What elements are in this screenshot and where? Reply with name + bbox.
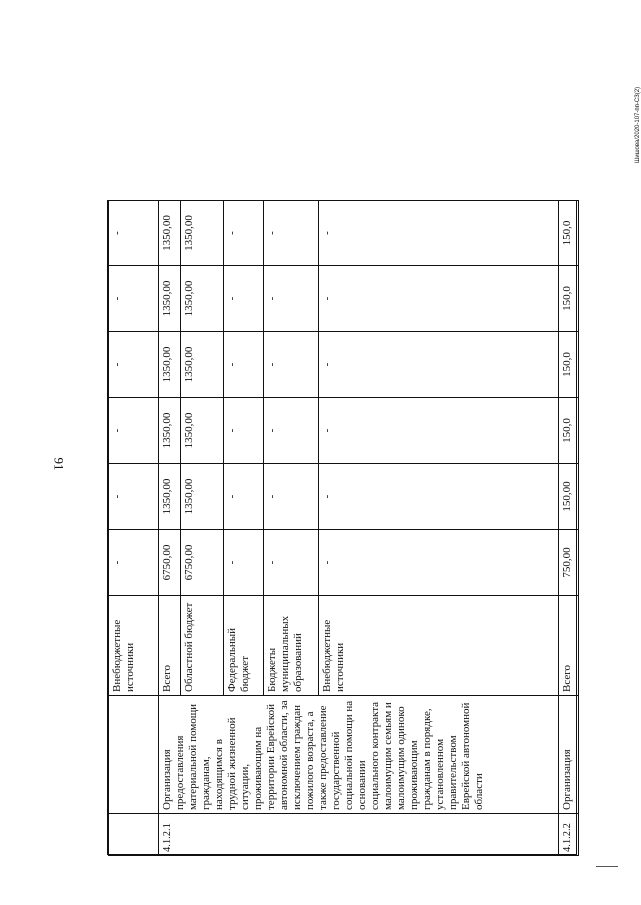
footer-divider [596,866,618,867]
value-cell: - [319,464,559,530]
value-cell: - [264,398,319,464]
source-cell: Федеральный бюджет [224,596,264,696]
item-name: Организация предоставления материальной помощи гражданам, находящимся в трудной жизненной ситуации, проживающим на территории Еврейской автономной области, за исключением граждан пожилого возраста, а также предоставление государственной социальной помощи на основании социального контракта малоимущим семьям и малоимущим одиноко проживающим гражданам в порядке, установленном правительством Еврейской автономной области [159,696,559,814]
value-cell: 750,00 [559,530,579,596]
value-cell: 1350,00 [181,332,224,398]
value-cell: 150,0 [559,398,579,464]
value-cell: - [264,201,319,266]
value-cell: - [319,530,559,596]
value-cell: - [224,530,264,596]
value-cell: - [319,266,559,332]
value-cell: 6750,00 [159,530,181,596]
value-cell: 1350,00 [181,266,224,332]
value-cell: - [224,398,264,464]
rotated-table-wrapper [108,201,578,856]
page-number: 91 [51,457,67,471]
value-cell: - [264,464,319,530]
source-cell: Внебюджетные источники [109,596,159,696]
table-row [109,201,159,856]
value-cell: 1350,00 [181,398,224,464]
budget-table [108,200,579,856]
value-cell: 150,00 [559,464,579,530]
item-code: 4.1.2.1 [159,814,559,856]
value-cell: 1350,00 [159,332,181,398]
value-cell: - [264,332,319,398]
value-cell: - [109,266,159,332]
document-code: Шишова/2020-107-пп-СЗ(2) [635,86,641,164]
value-cell: - [109,530,159,596]
value-cell: - [264,266,319,332]
value-cell: - [109,332,159,398]
value-cell: - [264,530,319,596]
table-row [159,201,181,856]
value-cell: 1350,00 [181,464,224,530]
value-cell: - [109,201,159,266]
source-cell: Бюджеты муниципальных образований [264,596,319,696]
value-cell: 1350,00 [159,266,181,332]
item-name: Организация [559,696,579,814]
value-cell: - [109,398,159,464]
value-cell: - [224,332,264,398]
source-cell: Внебюджетные источники [319,596,559,696]
source-cell: Всего [159,596,181,696]
item-code: 4.1.2.2 [559,814,579,856]
budget-table-frame [107,200,577,855]
value-cell: 150,0 [559,201,579,266]
value-cell: - [224,464,264,530]
code-cell [109,814,159,856]
value-cell: - [319,201,559,266]
value-cell: 1350,00 [159,201,181,266]
value-cell: 1350,00 [159,464,181,530]
source-cell: Областной бюджет [181,596,224,696]
table-row [559,201,579,856]
value-cell: - [319,398,559,464]
value-cell: 6750,00 [181,530,224,596]
value-cell: - [224,201,264,266]
source-cell: Всего [559,596,579,696]
value-cell: - [109,464,159,530]
value-cell: 150,0 [559,266,579,332]
value-cell: 150,0 [559,332,579,398]
value-cell: - [319,332,559,398]
value-cell: 1350,00 [159,398,181,464]
value-cell: - [224,266,264,332]
name-cell [109,696,159,814]
value-cell: 1350,00 [181,201,224,266]
